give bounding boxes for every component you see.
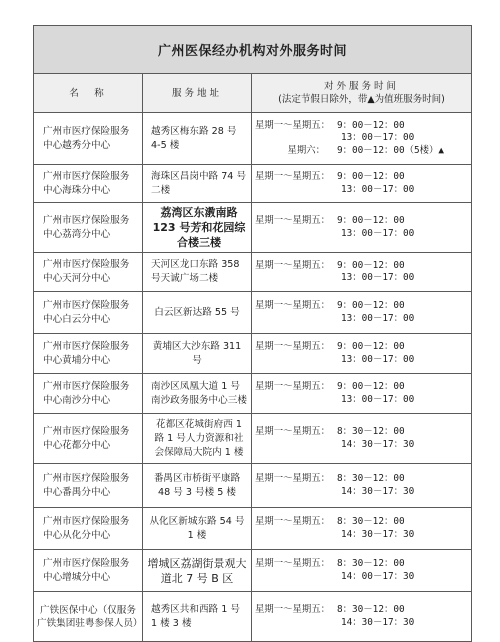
center-address: 南沙区凤凰大道 1 号南沙政务服务中心三楼 xyxy=(143,374,252,414)
time-line: 13：00－17：00 xyxy=(341,353,415,365)
table-row xyxy=(34,113,472,165)
center-name: 广州市医疗保险服务中心增城分中心 xyxy=(34,550,143,592)
service-time xyxy=(252,374,472,414)
service-time xyxy=(252,292,472,334)
center-name: 广州市医疗保险服务中心从化分中心 xyxy=(34,508,143,550)
table-row xyxy=(34,508,472,550)
center-name: 广州市医疗保险服务中心花都分中心 xyxy=(34,414,143,464)
service-time xyxy=(252,334,472,374)
service-hours-sheet xyxy=(33,25,471,642)
center-address: 增城区荔湖街景观大道北 7 号 B 区 xyxy=(143,550,252,592)
center-address: 荔湾区东漖南路 123 号芳和花园综合楼三楼 xyxy=(143,203,252,253)
service-hours-table xyxy=(33,25,472,642)
service-time xyxy=(252,253,472,292)
center-address: 越秀区共和西路 1 号 1 楼 3 楼 xyxy=(143,592,252,642)
center-name: 广州市医疗保险服务中心天河分中心 xyxy=(34,253,143,292)
time-line: 14：00－17：30 xyxy=(341,570,415,582)
header-row xyxy=(34,74,472,113)
center-address: 番禺区市桥街平康路 48 号 3 号楼 5 楼 xyxy=(143,464,252,508)
table-row xyxy=(34,414,472,464)
center-address: 白云区新达路 55 号 xyxy=(143,292,252,334)
center-name: 广铁医保中心（仅服务广铁集团驻粤参保人员） xyxy=(34,592,143,642)
time-line: 星期一～星期五： 9：00－12：00 xyxy=(255,171,405,182)
table-row xyxy=(34,203,472,253)
center-name: 广州市医疗保险服务中心黄埔分中心 xyxy=(34,334,143,374)
time-line: 星期一～星期五： 9：00－12：00 xyxy=(255,341,405,352)
time-line: 星期一～星期五： 9：00－12：00 xyxy=(255,215,405,226)
service-time xyxy=(252,203,472,253)
center-address: 从化区新城东路 54 号 1 楼 xyxy=(143,508,252,550)
time-line: 13：00－17：00 xyxy=(341,227,415,239)
table-row xyxy=(34,592,472,642)
time-line: 14：30－17：30 xyxy=(341,438,415,450)
service-time xyxy=(252,165,472,203)
center-name: 广州市医疗保险服务中心南沙分中心 xyxy=(34,374,143,414)
time-line: 星期一～星期五： 9：00－12：00 xyxy=(255,119,405,131)
time-line: 13：00－17：00 xyxy=(341,132,415,144)
center-name: 广州市医疗保险服务中心番禺分中心 xyxy=(34,464,143,508)
time-line: 13：00－17：00 xyxy=(341,393,415,405)
time-line: 14：30－17：30 xyxy=(341,485,415,497)
time-line: 13：00－17：00 xyxy=(341,272,415,283)
table-row xyxy=(34,464,472,508)
center-name: 广州市医疗保险服务中心荔湾分中心 xyxy=(34,203,143,253)
header-name: 名 称 xyxy=(34,74,143,113)
table-row xyxy=(34,374,472,414)
table-row xyxy=(34,334,472,374)
time-line: 星期一～星期五： 8：30－12：00 xyxy=(255,473,405,484)
time-line: 14：30－17：30 xyxy=(341,616,415,628)
title-row xyxy=(34,26,472,74)
service-time xyxy=(252,464,472,508)
center-address: 花都区花城街府西 1 路 1 号人力资源和社会保障局大院内 1 楼 xyxy=(143,414,252,464)
time-line: 星期一～星期五： 9：00－12：00 xyxy=(255,300,405,311)
center-address: 天河区龙口东路 358 号天诚广场二楼 xyxy=(143,253,252,292)
header-time-main: 对外服务时间 xyxy=(324,81,400,92)
center-name: 广州市医疗保险服务中心海珠分中心 xyxy=(34,165,143,203)
table-row xyxy=(34,550,472,592)
time-line: 星期一～星期五： 8：30－12：00 xyxy=(255,604,405,615)
time-line: 星期一～星期五： 8：30－12：00 xyxy=(255,516,405,527)
time-line: 星期一～星期五： 8：30－12：00 xyxy=(255,558,405,569)
center-address: 黄埔区大沙东路 311 号 xyxy=(143,334,252,374)
time-line: 13：00－17：00 xyxy=(341,312,415,324)
service-time xyxy=(252,508,472,550)
table-title: 广州医保经办机构对外服务时间 xyxy=(34,26,472,74)
service-time xyxy=(252,113,472,165)
center-address: 越秀区梅东路 28 号 4-5 楼 xyxy=(143,113,252,165)
center-name: 广州市医疗保险服务中心越秀分中心 xyxy=(34,113,143,165)
table-row xyxy=(34,253,472,292)
header-time xyxy=(252,74,472,113)
duty-time-line: 星期六： 9：00－12：00（5楼）▲ xyxy=(287,144,445,156)
service-time xyxy=(252,592,472,642)
service-time xyxy=(252,550,472,592)
table-row xyxy=(34,292,472,334)
time-line: 14：30－17：30 xyxy=(341,528,415,540)
center-name: 广州市医疗保险服务中心白云分中心 xyxy=(34,292,143,334)
time-line: 星期一～星期五： 9：00－12：00 xyxy=(255,259,405,271)
service-time xyxy=(252,414,472,464)
time-line: 星期一～星期五： 8：30－12：00 xyxy=(255,426,405,437)
center-address: 海珠区昌岗中路 74 号二楼 xyxy=(143,165,252,203)
table-row xyxy=(34,165,472,203)
header-time-note: (法定节假日除外，带▲为值班服务时间) xyxy=(278,94,445,105)
header-address: 服务地址 xyxy=(143,74,252,113)
time-line: 13：00－17：00 xyxy=(341,183,415,195)
time-line: 星期一～星期五： 9：00－12：00 xyxy=(255,381,405,392)
